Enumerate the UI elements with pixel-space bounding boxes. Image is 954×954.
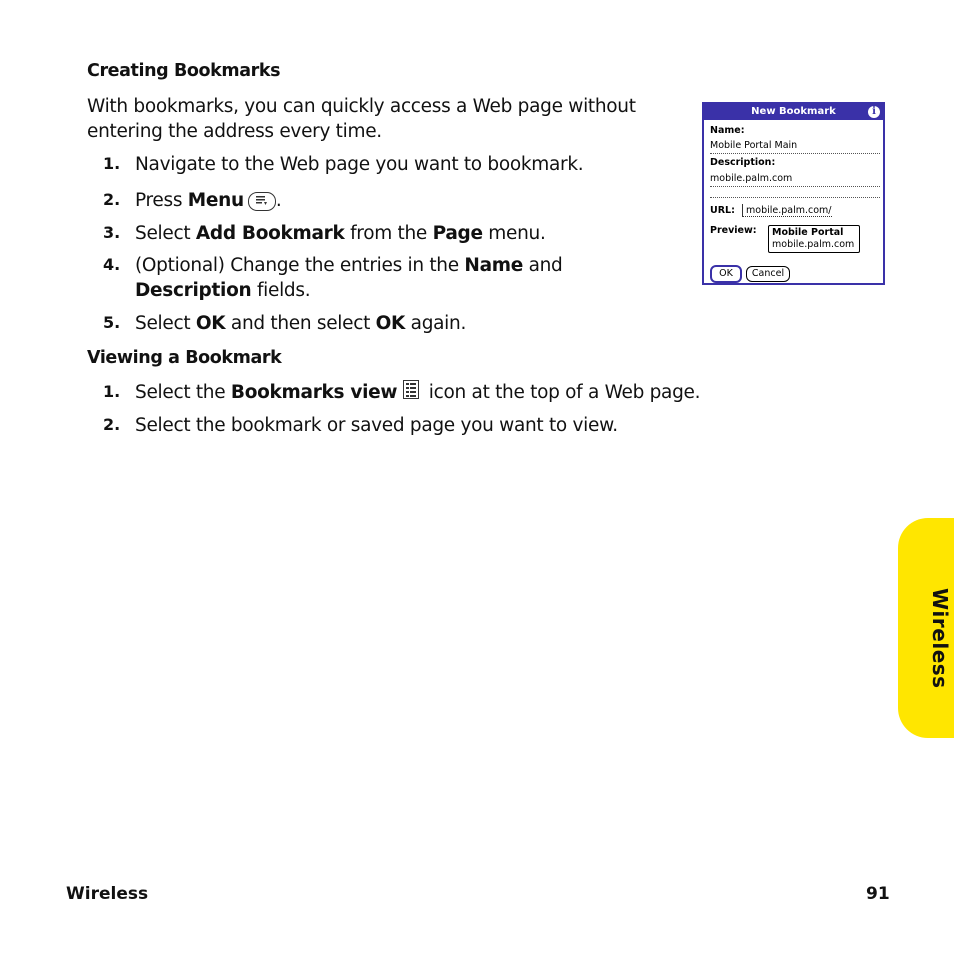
- creating-heading: Creating Bookmarks: [87, 61, 281, 81]
- step-text: Press Menu .: [135, 190, 282, 211]
- step-text: Select the bookmark or saved page you want to view.: [135, 415, 618, 436]
- dialog-title: New Bookmark: [704, 104, 883, 120]
- bookmarks-view-icon: [403, 380, 419, 406]
- step-text: Select OK and then select OK again.: [135, 313, 467, 334]
- preview-label: Preview:: [710, 225, 757, 236]
- description-underline-1: [710, 186, 880, 187]
- viewing-heading: Viewing a Bookmark: [87, 348, 282, 368]
- name-label: Name:: [710, 125, 745, 136]
- menu-button-icon: [248, 192, 276, 211]
- ok-button[interactable]: OK: [710, 265, 742, 283]
- description-underline-2: [710, 197, 880, 198]
- url-field[interactable]: mobile.palm.com/: [742, 204, 832, 217]
- creating-intro: With bookmarks, you can quickly access a Web page without entering the address every time.: [87, 96, 636, 142]
- info-icon[interactable]: i: [868, 106, 880, 118]
- side-tab-label: Wireless: [928, 588, 952, 689]
- step-text: Select the Bookmarks view icon at the top of a Web page.: [135, 380, 700, 406]
- step-number: 4.: [103, 255, 121, 274]
- url-label: URL:: [710, 205, 735, 216]
- name-field[interactable]: Mobile Portal Main: [710, 140, 798, 151]
- new-bookmark-dialog: [702, 102, 885, 285]
- step-number: 1.: [103, 382, 121, 401]
- cancel-button[interactable]: Cancel: [746, 266, 790, 282]
- step-number: 5.: [103, 313, 121, 332]
- step-number: 2.: [103, 415, 121, 434]
- name-underline: [710, 153, 880, 154]
- preview-title: Mobile Portal: [772, 227, 844, 238]
- step-text: Navigate to the Web page you want to bookmark.: [135, 154, 584, 175]
- step-number: 3.: [103, 223, 121, 242]
- step-number: 2.: [103, 190, 121, 209]
- section-side-tab: [898, 518, 954, 738]
- preview-url: mobile.palm.com: [772, 239, 855, 250]
- step-text: Select Add Bookmark from the Page menu.: [135, 223, 546, 244]
- preview-box: [768, 225, 860, 253]
- step-text: (Optional) Change the entries in the Name and Description fields.: [135, 255, 563, 301]
- step-number: 1.: [103, 154, 121, 173]
- description-field[interactable]: mobile.palm.com: [710, 173, 793, 184]
- page-number: 91: [866, 884, 890, 904]
- footer-section: Wireless: [66, 884, 149, 904]
- description-label: Description:: [710, 157, 776, 168]
